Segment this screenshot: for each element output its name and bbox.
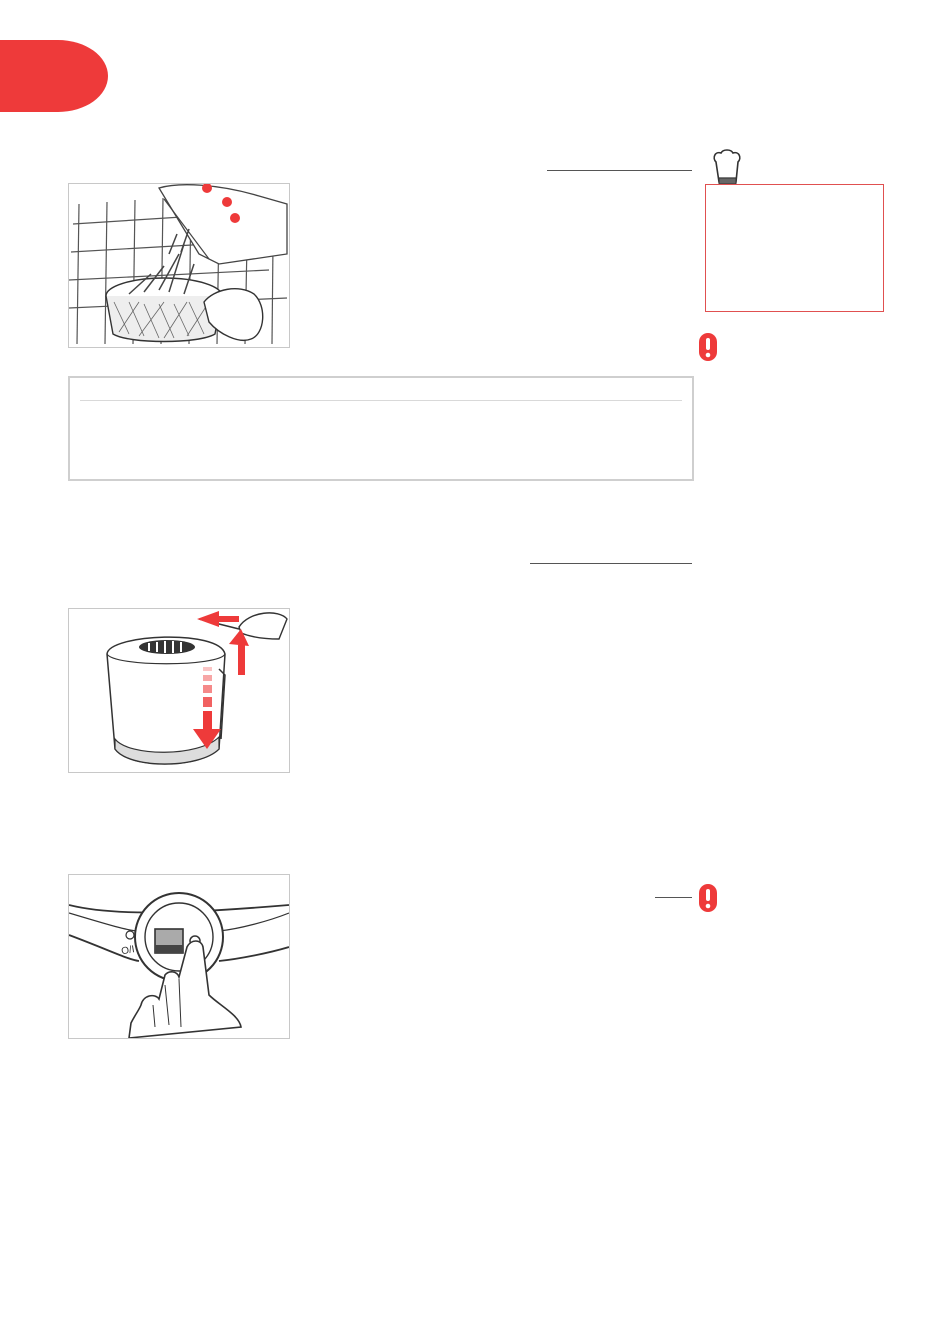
tip-note-box: [705, 184, 884, 312]
power-switch-press-illustration: [68, 874, 290, 1039]
exclamation-warning-icon: [697, 332, 719, 362]
section-heading-rule: [530, 563, 692, 564]
section-heading-rule: [655, 897, 692, 898]
info-panel: [68, 376, 694, 481]
exclamation-warning-icon: [697, 883, 719, 913]
frozen-fries-into-basket-illustration: [68, 183, 290, 348]
section-heading-rule: [547, 170, 692, 171]
section-tab: [0, 40, 108, 112]
lid-handle-lift-illustration: [68, 608, 290, 773]
power-switch-label: O/I: [120, 944, 136, 958]
info-panel-divider: [80, 400, 682, 401]
